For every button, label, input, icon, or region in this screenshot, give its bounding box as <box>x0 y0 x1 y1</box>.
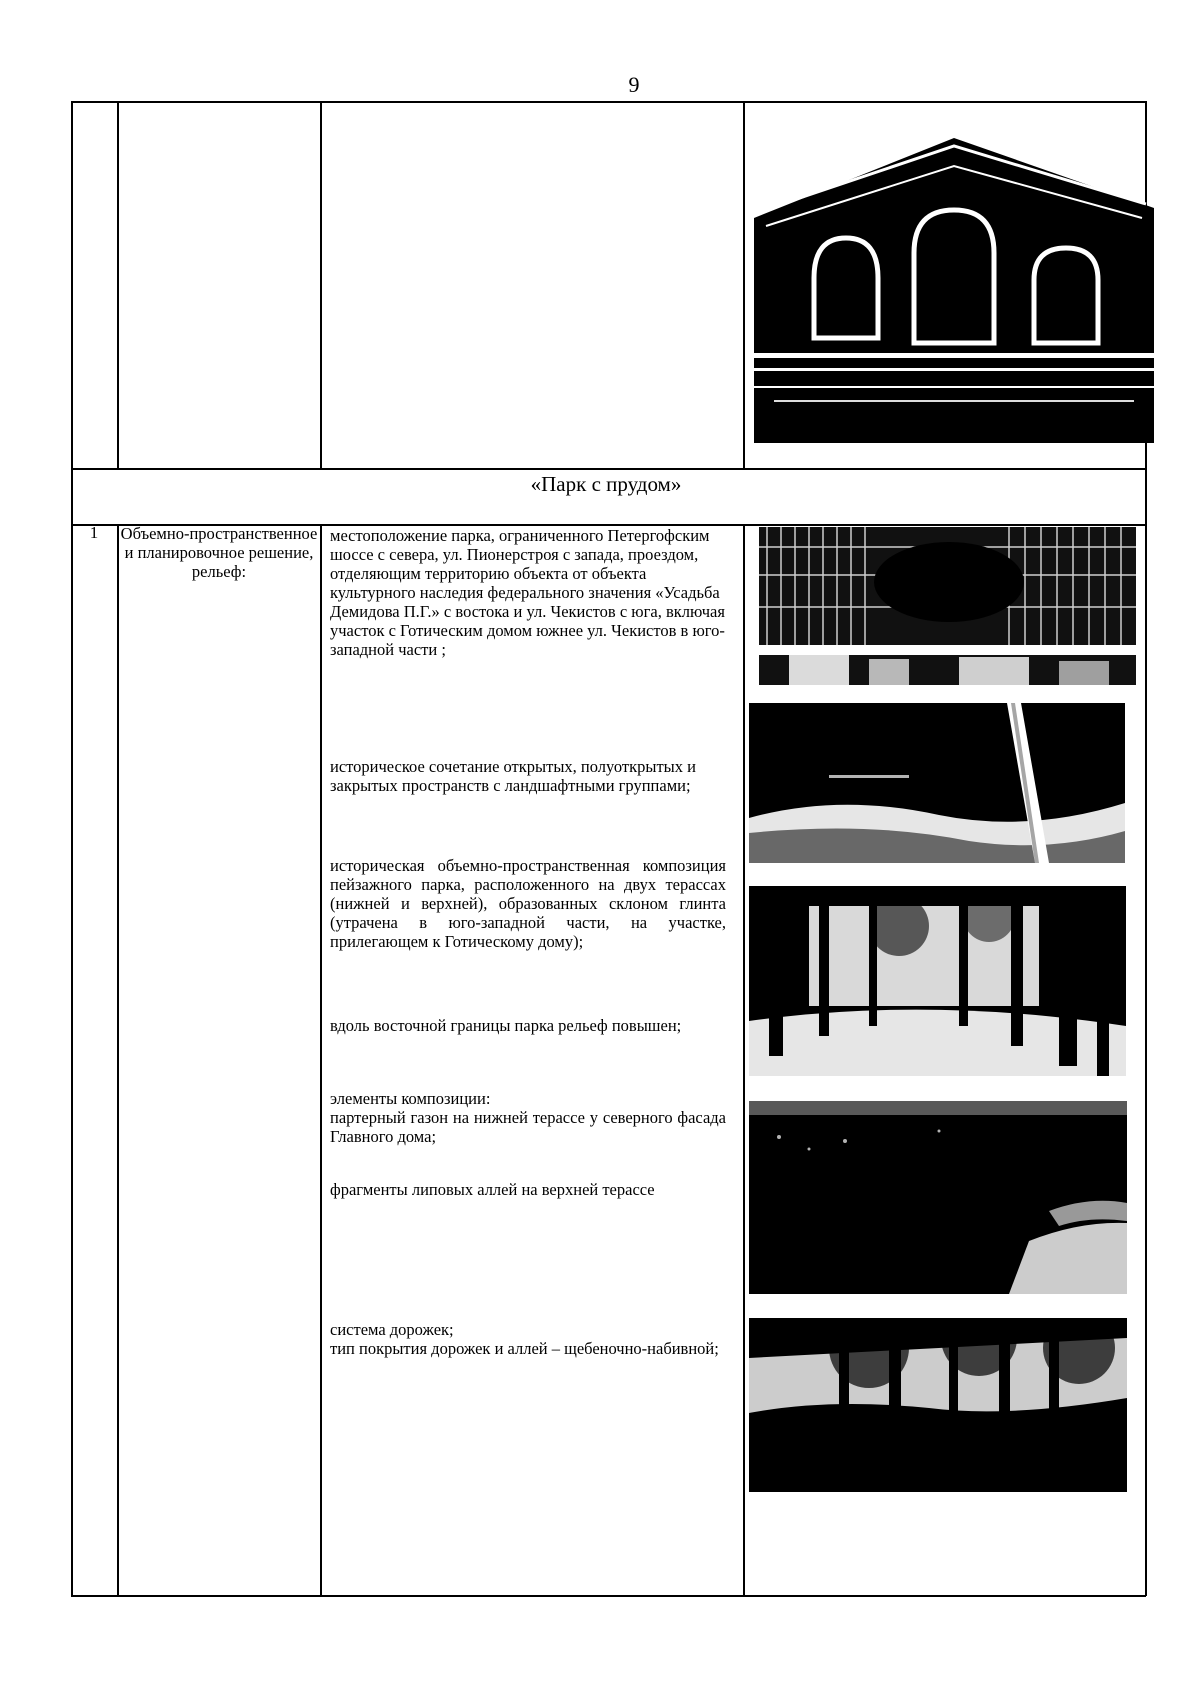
page-number: 9 <box>628 72 640 97</box>
park-photo-building <box>759 527 1136 685</box>
description-parterre: партерный газон на нижней терассе у северного фасада Главного дома; <box>330 1108 726 1146</box>
description-linden-alleys: фрагменты липовых аллей на верхней терассе <box>330 1180 655 1199</box>
feature-name: Объемно-пространственное и планировочное решение, рельеф: <box>120 524 318 581</box>
description-composition: историческая объемно-пространственная композиция пейзажного парка, расположенного на двух терассах (нижней и верхней), образованных склоном глинта (утрачена в юго-западной части, на участке, прилегающем к Готическому дому); <box>330 856 726 951</box>
park-photo-lawn <box>749 1101 1127 1294</box>
description-elements-heading: элементы композиции: <box>330 1089 491 1108</box>
description-location: местоположение парка, ограниченного Петергофским шоссе с севера, ул. Пионерстроя с запада, проездом, отделяющим территорию объекта от объекта культурного наследия федерального значения «Усадьба Демидова П.Г.» с востока и ул. Чекистов с юга, включая участок с Готическим домом южнее ул. Чекистов в юго-западной части ; <box>330 526 725 659</box>
park-photo-birch <box>749 703 1125 863</box>
section-title: «Парк с прудом» <box>530 472 682 496</box>
description-spaces: историческое сочетание открытых, полуоткрытых и закрытых пространств с ландшафтными группами; <box>330 757 696 795</box>
description-relief: вдоль восточной границы парка рельеф повышен; <box>330 1016 682 1035</box>
row-number: 1 <box>89 523 99 542</box>
gable-arches-photo <box>754 138 1154 443</box>
park-photo-slope <box>749 1318 1127 1492</box>
description-paths: система дорожек; <box>330 1320 454 1339</box>
park-photo-alley <box>749 886 1126 1076</box>
description-path-surface: тип покрытия дорожек и аллей – щебеночно-набивной; <box>330 1339 719 1358</box>
